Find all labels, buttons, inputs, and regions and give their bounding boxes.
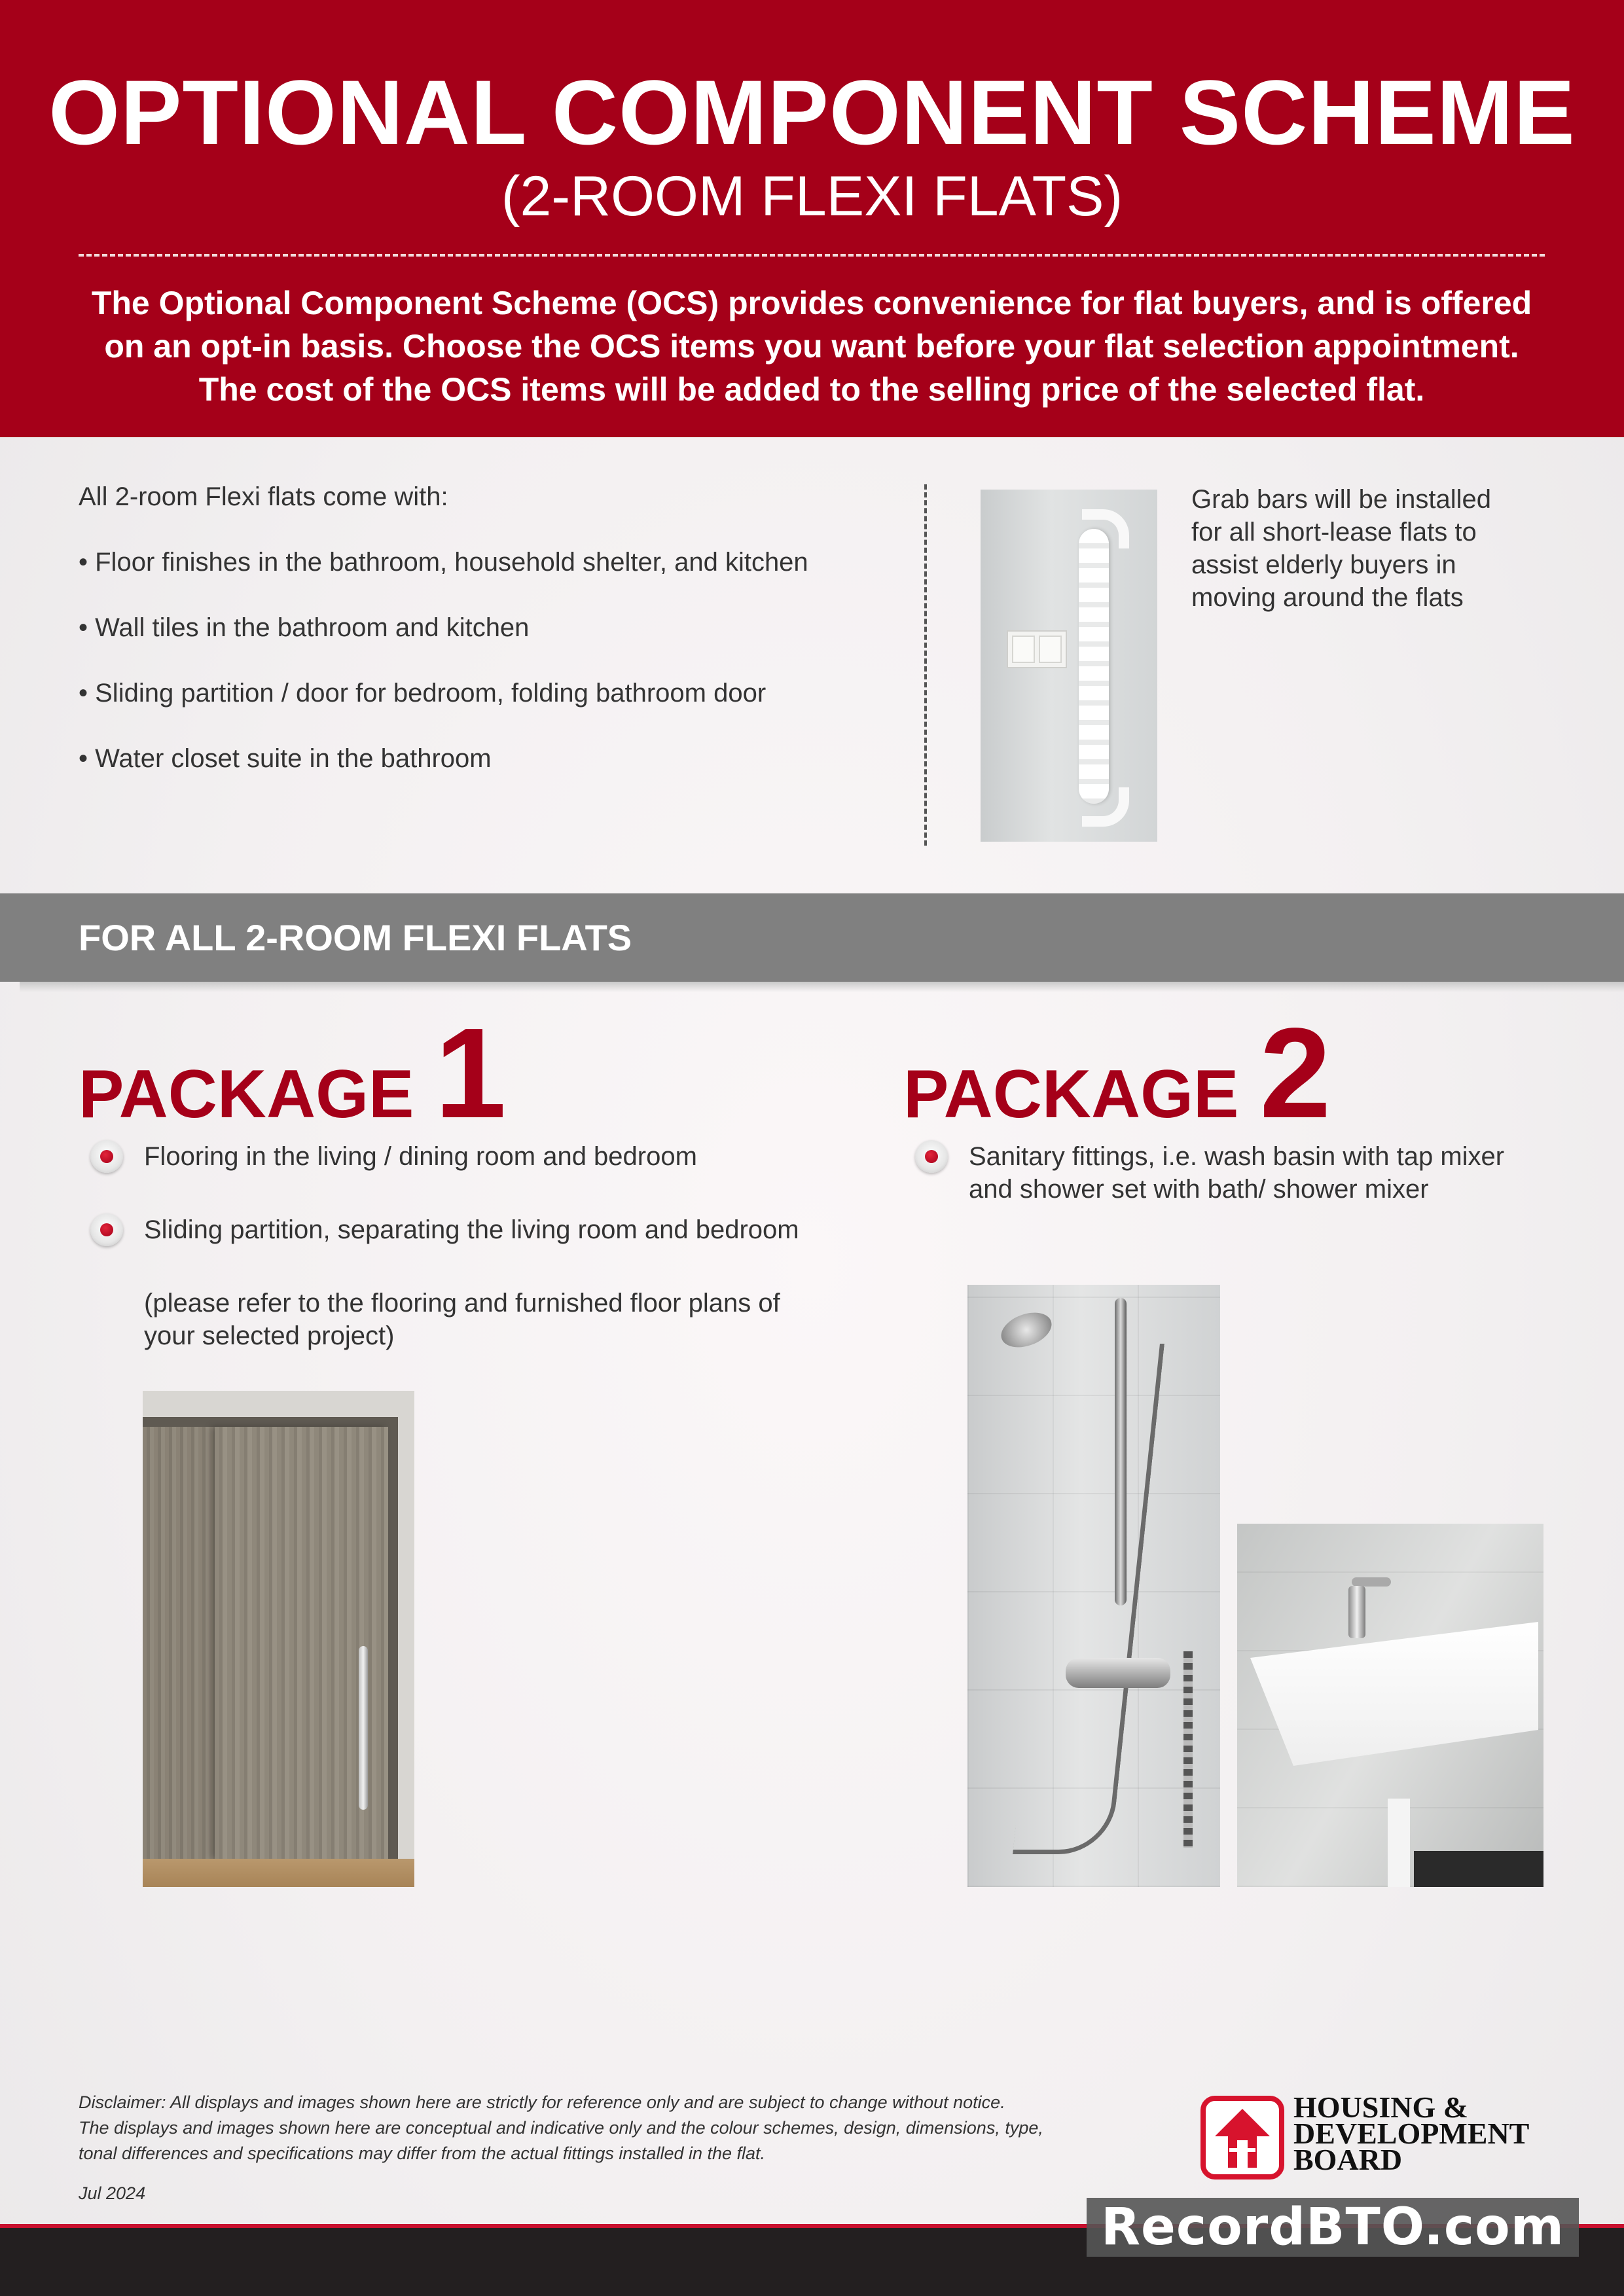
tap-lever (1352, 1577, 1391, 1587)
grab-bar-caption-line: moving around the flats (1191, 583, 1464, 612)
included-features (79, 481, 890, 808)
intro-line: The cost of the OCS items will be added to the selling price of the selected flat. (198, 371, 1425, 408)
hdb-logo-text (1293, 2090, 1555, 2176)
red-bullet-icon (90, 1140, 123, 1173)
included-item: • Wall tiles in the bathroom and kitchen (79, 612, 890, 643)
page-subtitle: (2-ROOM FLEXI FLATS) (501, 165, 1123, 228)
package-1-note (79, 1287, 864, 1352)
package-2-item-line: and shower set with bath/ shower mixer (969, 1175, 1429, 1204)
intro-text (59, 281, 1564, 411)
disclaimer-line: Disclaimer: All displays and images shown here are strictly for reference only and are subject to change without notice. (79, 2092, 1005, 2112)
package-2-title (903, 1001, 1331, 1145)
grab-bar-caption-line: assist elderly buyers in (1191, 550, 1456, 579)
package-1-title (79, 1001, 507, 1145)
light-switch (1007, 630, 1067, 668)
disclaimer-line: The displays and images shown here are conceptual and indicative only and the colour schemes, design, dimensions, type, (79, 2118, 1043, 2138)
intro-line: on an opt-in basis. Choose the OCS items you want before your flat selection appointment. (104, 328, 1519, 365)
wash-basin-photo (1237, 1524, 1543, 1887)
door-handle (359, 1646, 368, 1810)
package-1-item (79, 1140, 864, 1173)
included-lead: All 2-room Flexi flats come with: (79, 482, 448, 511)
package-1-items (79, 1140, 864, 1352)
red-bullet-icon (90, 1213, 123, 1246)
shower-hose (1013, 1344, 1164, 1854)
shower-mixer (1066, 1658, 1170, 1688)
header-banner (0, 0, 1624, 437)
intro-line: The Optional Component Scheme (OCS) provides convenience for flat buyers, and is offered (91, 285, 1532, 321)
grab-bar-caption-line: Grab bars will be installed (1191, 485, 1491, 514)
tap-mixer (1348, 1586, 1365, 1638)
included-list (79, 547, 890, 774)
package-1-item-text: Sliding partition, separating the living room and bedroom (144, 1215, 799, 1244)
watermark: RecordBTO.com (1087, 2198, 1579, 2257)
wash-basin (1250, 1622, 1538, 1766)
included-item: • Sliding partition / door for bedroom, folding bathroom door (79, 677, 890, 709)
package-1-number: 1 (435, 1001, 507, 1145)
grab-bar-photo (981, 490, 1157, 842)
disclaimer (79, 2090, 1139, 2166)
package-2-item (903, 1140, 1558, 1206)
hdb-logo (1200, 2090, 1554, 2179)
included-item: • Water closet suite in the bathroom (79, 743, 890, 774)
basin-pipe (1388, 1799, 1410, 1887)
package-1-note-line: your selected project) (144, 1321, 395, 1350)
grab-bar-caption-line: for all short-lease flats to (1191, 518, 1477, 547)
door-panel-back (143, 1427, 215, 1859)
shower-head (996, 1306, 1056, 1354)
package-1-word: PACKAGE (79, 1056, 414, 1132)
header-divider (79, 254, 1545, 257)
page-title: OPTIONAL COMPONENT SCHEME (48, 61, 1576, 164)
red-bullet-icon (915, 1140, 948, 1173)
issue-date: Jul 2024 (79, 2183, 146, 2203)
included-item: • Floor finishes in the bathroom, household shelter, and kitchen (79, 547, 890, 578)
logo-text-line: HOUSING & (1293, 2090, 1469, 2124)
grab-bar-bottom (1082, 787, 1129, 827)
wood-floor (143, 1859, 414, 1887)
logo-text-line: BOARD (1293, 2143, 1403, 2176)
grab-bar-caption (1191, 483, 1558, 614)
package-2-items (903, 1140, 1558, 1246)
tile-trim (1183, 1651, 1193, 1848)
package-1-note-line: (please refer to the flooring and furnished floor plans of (144, 1289, 780, 1318)
band-shadow (20, 982, 1624, 992)
vertical-divider (924, 484, 927, 846)
package-1-item-text: Flooring in the living / dining room and bedroom (144, 1142, 697, 1171)
shower-set-photo (967, 1285, 1220, 1887)
disclaimer-line: tonal differences and specifications may differ from the actual fittings installed in the flat. (79, 2144, 766, 2163)
package-2-item-line: Sanitary fittings, i.e. wash basin with tap mixer (969, 1142, 1505, 1171)
package-1-item (79, 1213, 864, 1246)
floor-shadow (1414, 1851, 1543, 1887)
logo-text-line: DEVELOPMENT (1293, 2117, 1530, 2150)
grab-bar (1079, 529, 1109, 804)
package-2-number: 2 (1259, 1001, 1331, 1145)
section-band: FOR ALL 2-ROOM FLEXI FLATS (0, 893, 1624, 982)
sliding-door-photo (143, 1391, 414, 1887)
package-2-word: PACKAGE (903, 1056, 1239, 1132)
hdb-house-icon (1200, 2096, 1284, 2179)
